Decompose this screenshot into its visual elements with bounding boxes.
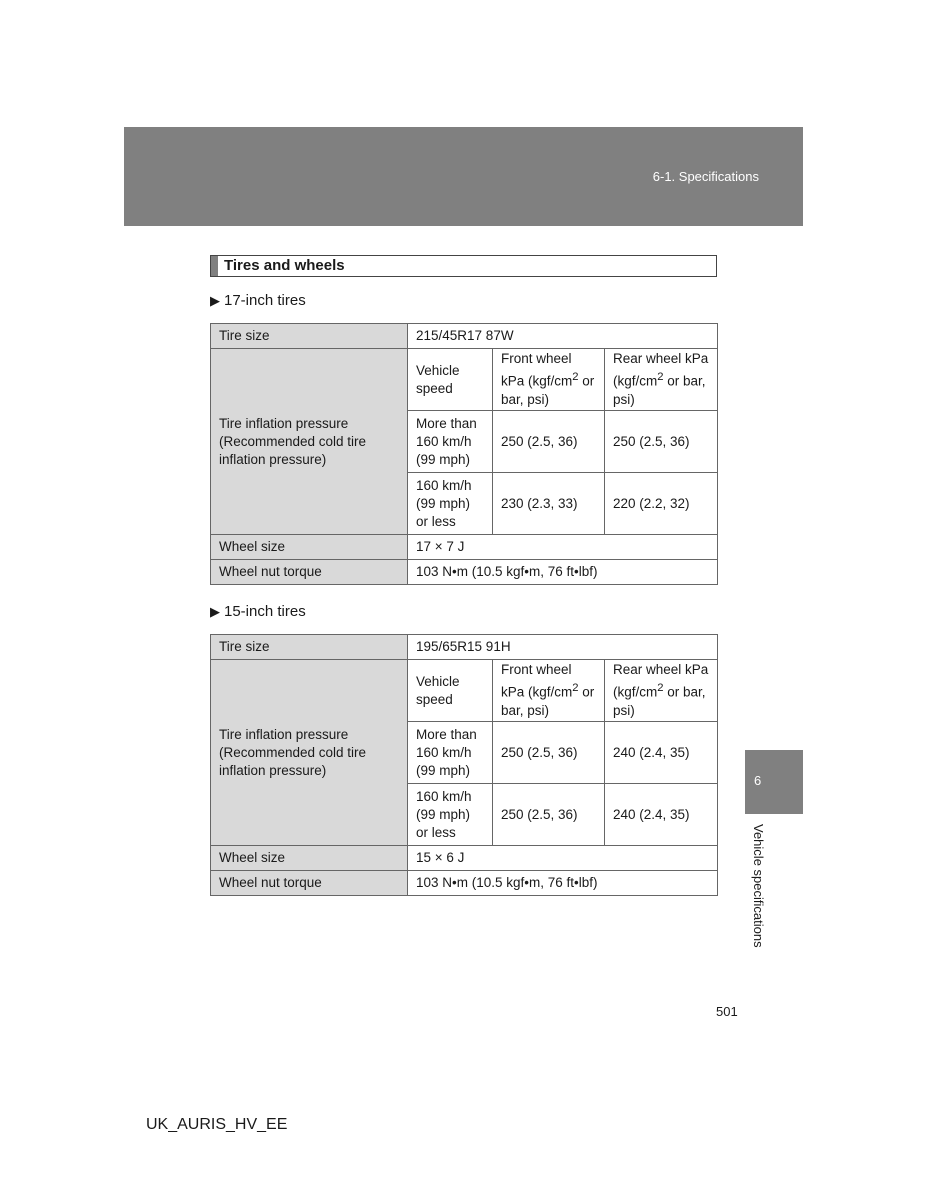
wheel-size-label: Wheel size (211, 846, 408, 871)
table-row (211, 324, 718, 349)
nut-torque-value: 103 N•m (10.5 kgf•m, 76 ft•lbf) (408, 560, 718, 585)
table-row (211, 535, 718, 560)
table-row (211, 846, 718, 871)
speed-cell: More than 160 km/h (99 mph) (408, 722, 493, 784)
subheading-17-inch (210, 292, 306, 309)
nut-torque-label: Wheel nut torque (211, 871, 408, 896)
table-row (211, 349, 718, 411)
front-pressure-cell: 250 (2.5, 36) (493, 722, 605, 784)
table-row (211, 560, 718, 585)
speed-header: Vehicle speed (408, 660, 493, 722)
tire-size-label: Tire size (211, 635, 408, 660)
document-code: UK_AURIS_HV_EE (146, 1116, 288, 1133)
rear-pressure-cell: 240 (2.4, 35) (605, 784, 718, 846)
pressure-label: Tire inflation pressure (Recommended cold tire inflation pressure) (211, 660, 408, 846)
rear-wheel-header: Rear wheel kPa ($kgf/cm^2$ or bar, psi) (605, 660, 718, 722)
table-row (211, 871, 718, 896)
speed-cell: 160 km/h (99 mph) or less (408, 473, 493, 535)
section-heading (210, 255, 717, 277)
rear-pressure-cell: 250 (2.5, 36) (605, 411, 718, 473)
header-band (124, 127, 803, 226)
subheading-15-inch (210, 603, 306, 620)
chapter-title: Vehicle specifications (751, 824, 766, 948)
section-reference: 6-1. Specifications (652, 169, 759, 184)
front-wheel-header: Front wheel kPa ($kgf/cm^2$ or bar, psi) (493, 349, 605, 411)
front-pressure-cell: 250 (2.5, 36) (493, 411, 605, 473)
page-number: 501 (716, 1004, 738, 1019)
table-row (211, 660, 718, 722)
tire-size-value: 215/45R17 87W (408, 324, 718, 349)
play-arrow-icon: ▶ (210, 604, 220, 619)
subheading-label: 15-inch tires (224, 603, 306, 620)
subheading-label: 17-inch tires (224, 292, 306, 309)
wheel-size-value: 15 × 6 J (408, 846, 718, 871)
wheel-size-label: Wheel size (211, 535, 408, 560)
heading-accent-bar (211, 256, 218, 276)
tire-size-value: 195/65R15 91H (408, 635, 718, 660)
front-wheel-header: Front wheel kPa ($kgf/cm^2$ or bar, psi) (493, 660, 605, 722)
play-arrow-icon: ▶ (210, 293, 220, 308)
tire-table-15-inch (210, 634, 718, 896)
table-row (211, 635, 718, 660)
front-pressure-cell: 250 (2.5, 36) (493, 784, 605, 846)
speed-cell: More than 160 km/h (99 mph) (408, 411, 493, 473)
tire-table-17-inch (210, 323, 718, 585)
chapter-number: 6 (754, 773, 762, 788)
tire-size-label: Tire size (211, 324, 408, 349)
wheel-size-value: 17 × 7 J (408, 535, 718, 560)
section-title: Tires and wheels (224, 257, 345, 274)
pressure-label: Tire inflation pressure (Recommended cold tire inflation pressure) (211, 349, 408, 535)
rear-wheel-header: Rear wheel kPa ($kgf/cm^2$ or bar, psi) (605, 349, 718, 411)
speed-cell: 160 km/h (99 mph) or less (408, 784, 493, 846)
nut-torque-value: 103 N•m (10.5 kgf•m, 76 ft•lbf) (408, 871, 718, 896)
rear-pressure-cell: 240 (2.4, 35) (605, 722, 718, 784)
nut-torque-label: Wheel nut torque (211, 560, 408, 585)
front-pressure-cell: 230 (2.3, 33) (493, 473, 605, 535)
speed-header: Vehicle speed (408, 349, 493, 411)
chapter-tab (745, 750, 803, 814)
rear-pressure-cell: 220 (2.2, 32) (605, 473, 718, 535)
